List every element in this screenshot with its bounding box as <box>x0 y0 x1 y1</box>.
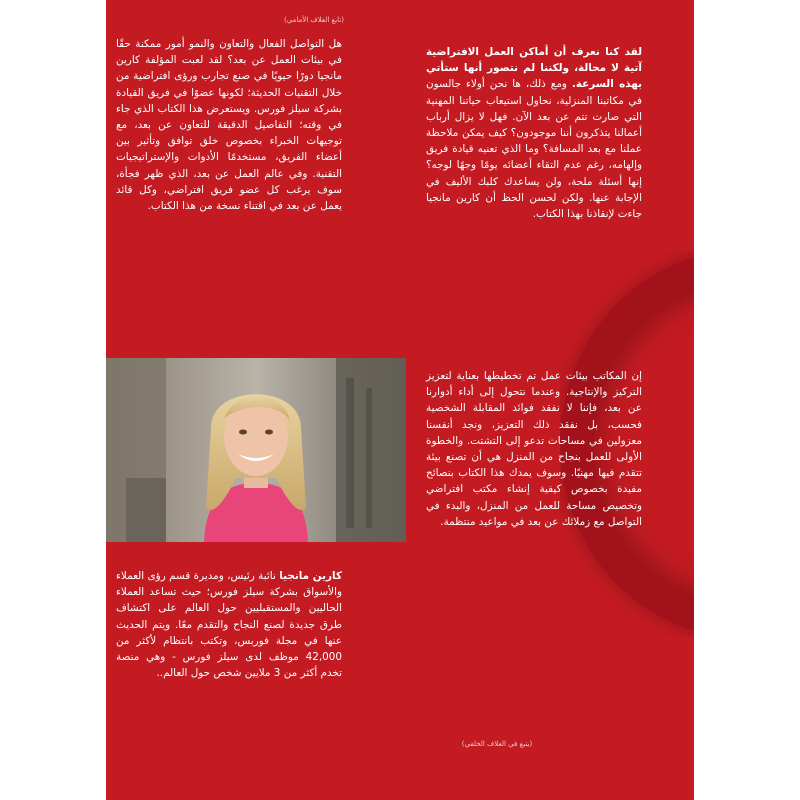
author-bio <box>116 568 342 681</box>
page-margin-right <box>694 0 800 800</box>
continued-on-back-note: (يتبع في الغلاف الخلفي) <box>461 740 533 748</box>
author-photo <box>106 358 406 542</box>
right-column-paragraph-2: إن المكاتب بيئات عمل تم تخطيطها بعناية لتعزيز التركيز والإنتاجية. وعندما نتحول إلى أداء أدوارنا عن بعد، فإننا لا نفقد فوائد المقابلة الشخصية فحسب، بل نفقد ذلك التعزيز، ونجد أنفسنا معزولين في مساحات تدعو إلى التشتت. والخطوة الأولى للعمل بنجاح من المنزل هي أن تصنع بيئة تتقدم فيها مهنيًا. وسوف يمدك هذا الكتاب بنصائح مفيدة بخصوص كيفية إنشاء مكتب افتراضي وتخصيص مساحة للعمل من المنزل، والبدء في التواصل مع زملائك عن بعد في مواعيد منتظمة. <box>426 370 642 528</box>
left-column-paragraph-1: هل التواصل الفعال والتعاون والنمو أمور ممكنة حقًا في بيئات العمل عن بعد؟ لقد لعبت المؤلفة كارين مانجيا دورًا حيويًا في صنع تجارب ورؤى افتراضية من خلال التقنيات الحديثة؛ لكونها عضوًا في فريق القيادة بشركة سيلز فورس. ويستعرض هذا الكتاب الذي جاء في وقته؛ التفاصيل الدقيقة للتعاون عن بعد، مع توجيهات الخبراء بخصوص خلق توافق وتأثير بين أعضاء الفريق، مستخدمًا الأدوات والإستراتيجيات التقنية. وفي عالم العمل عن بعد، الذي ظهر فجأة، سوف يرغب كل عضو فريق افتراضي، وكل قائد يعمل عن بعد في اقتناء نسخة من هذا الكتاب. <box>116 38 342 213</box>
right-column-intro <box>426 44 642 222</box>
intro-body-text: ومع ذلك، ها نحن أولاء جالسون في مكاتبنا المنزلية، نحاول استيعاب حياتنا المهنية التي صارت تتم عن بعد الآن. فهل لا يزال أرباب أعمالنا يتذكرون أننا موجودون؟ كيف يمكن ملاحظة عملنا مع بعد المسافة؟ وما الذي تعنيه قيادة فريق وإلهامه، رغم عدم التقاء أعضائه يومًا وجهًا لوجه؟ إنها أسئلة ملحة، ولن يساعدك كلبك الأليف في الإجابة عنها. ولكن لحسن الحظ أن كارين مانجيا جاءت لإنقاذنا بهذا الكتاب. <box>426 78 642 221</box>
intro-bold-text: لقد كنا نعرف أن أماكن العمل الافتراضية آتية لا محالة، ولكننا لم نتصور أنها ستأتي بهذه السرعة. <box>426 46 642 91</box>
continued-from-front-note: (تابع الغلاف الأمامي) <box>284 16 344 24</box>
author-bio-text: نائبة رئيس، ومديرة قسم رؤى العملاء والأسواق بشركة سيلز فورس؛ حيث تساعد العملاء الحاليين والمستقبليين حول العالم على اكتشاف طرق جديدة لصنع النجاح والتقدم معًا. ويتم الحديث عنها في مجلة فوربس، وتكتب بانتظام لأكثر من 42,000 موظف لدى سيلز فورس - وهي منصة تخدم أكثر من 3 ملايين شخص حول العالم.. <box>116 570 342 680</box>
author-name: كارين مانجيا <box>279 570 342 582</box>
